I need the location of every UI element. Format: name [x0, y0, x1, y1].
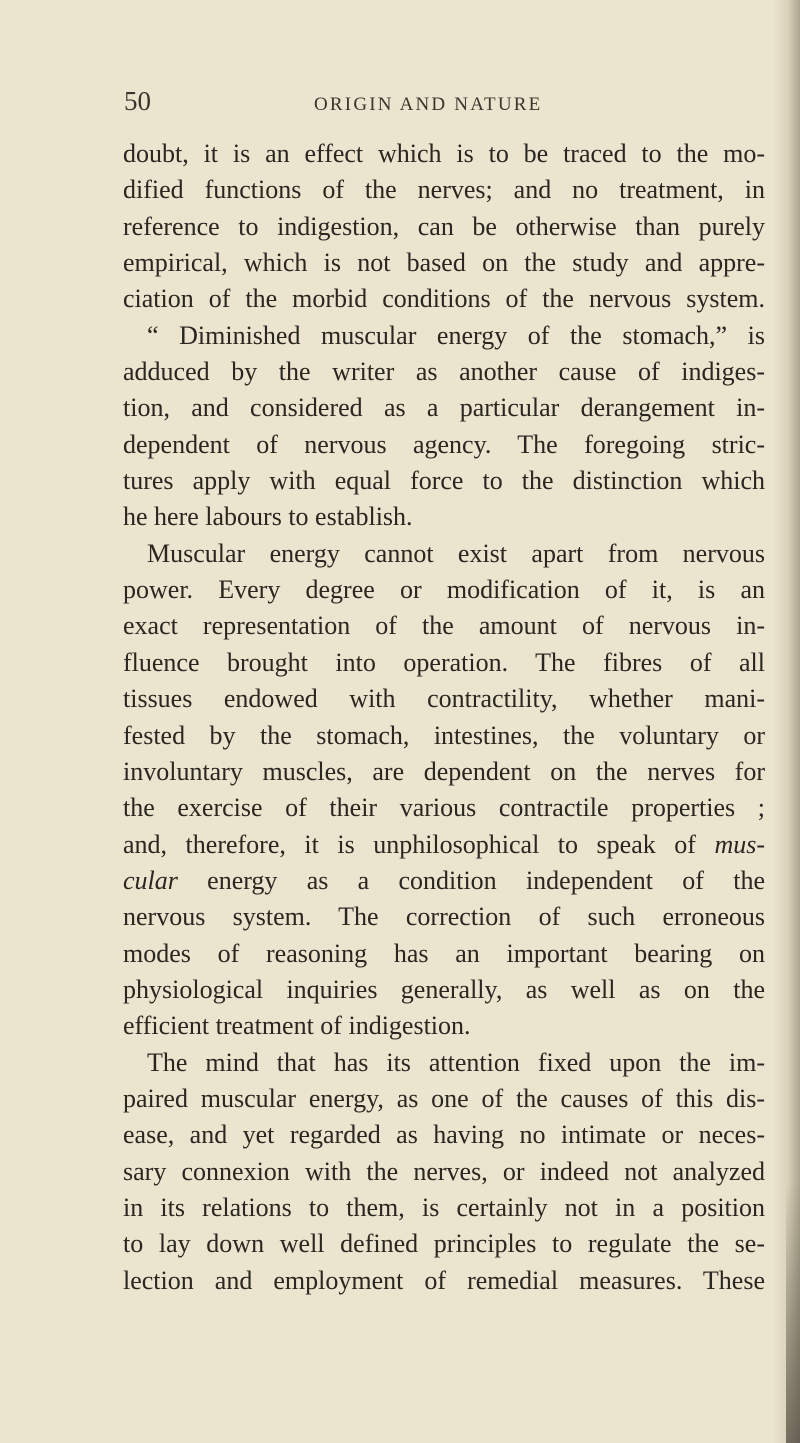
text-line: involuntary muscles, are dependent on the nerves for [123, 756, 765, 786]
text-line: fluence brought into operation. The fibres of all [123, 647, 765, 677]
text-line: “ Diminished muscular energy of the stomach,” is [147, 320, 765, 350]
text-line: efficient treatment of indigestion. [123, 1011, 471, 1041]
text-line: tures apply with equal force to the distinction which [123, 466, 765, 496]
text-line: adduced by the writer as another cause of indiges- [123, 357, 765, 387]
text-line: tissues endowed with contractility, whether mani- [123, 684, 765, 714]
italic-word: cular [123, 865, 178, 895]
text-line: power. Every degree or modification of it, is an [123, 575, 765, 605]
text-line: he here labours to establish. [123, 502, 413, 532]
text-line: dified functions of the nerves; and no treatment, in [123, 175, 765, 205]
text-line: paired muscular energy, as one of the causes of this dis- [123, 1083, 765, 1113]
text-line: lection and employment of remedial measures. These [123, 1265, 765, 1295]
text-line: physiological inquiries generally, as well as on the [123, 974, 765, 1004]
text-line: dependent of nervous agency. The foregoing stric- [123, 429, 765, 459]
text-line: tion, and considered as a particular derangement in- [123, 393, 765, 423]
text-line: sary connexion with the nerves, or indeed not analyzed [123, 1156, 765, 1186]
text-line: cular energy as a condition independent of the [123, 865, 765, 895]
text-line: reference to indigestion, can be otherwise than purely [123, 211, 765, 241]
text-line: ciation of the morbid conditions of the nervous system. [123, 284, 765, 314]
text-line: nervous system. The correction of such erroneous [123, 902, 765, 932]
text-line: the exercise of their various contractile properties ; [123, 793, 765, 823]
running-title: ORIGIN AND NATURE [314, 94, 543, 115]
body-text [123, 136, 765, 1299]
text-line: and, therefore, it is unphilosophical to speak of mus- [123, 829, 765, 859]
text-line: ease, and yet regarded as having no intimate or neces- [123, 1120, 765, 1150]
text-line: doubt, it is an effect which is to be traced to the mo- [123, 139, 765, 168]
text-line: modes of reasoning has an important bearing on [123, 938, 765, 968]
text-line: The mind that has its attention fixed upon the im- [147, 1047, 765, 1077]
text-line: Muscular energy cannot exist apart from nervous [147, 538, 765, 568]
text-line: empirical, which is not based on the study and appre- [123, 248, 765, 278]
text-line: exact representation of the amount of nervous in- [123, 611, 765, 641]
italic-word: mus- [714, 829, 765, 859]
page-number: 50 [124, 86, 151, 116]
text-line: fested by the stomach, intestines, the voluntary or [123, 720, 765, 750]
page-edge-shadow-lower [786, 1180, 800, 1443]
text-line: in its relations to them, is certainly not in a position [123, 1192, 765, 1222]
text-line: to lay down well defined principles to regulate the se- [123, 1229, 765, 1259]
